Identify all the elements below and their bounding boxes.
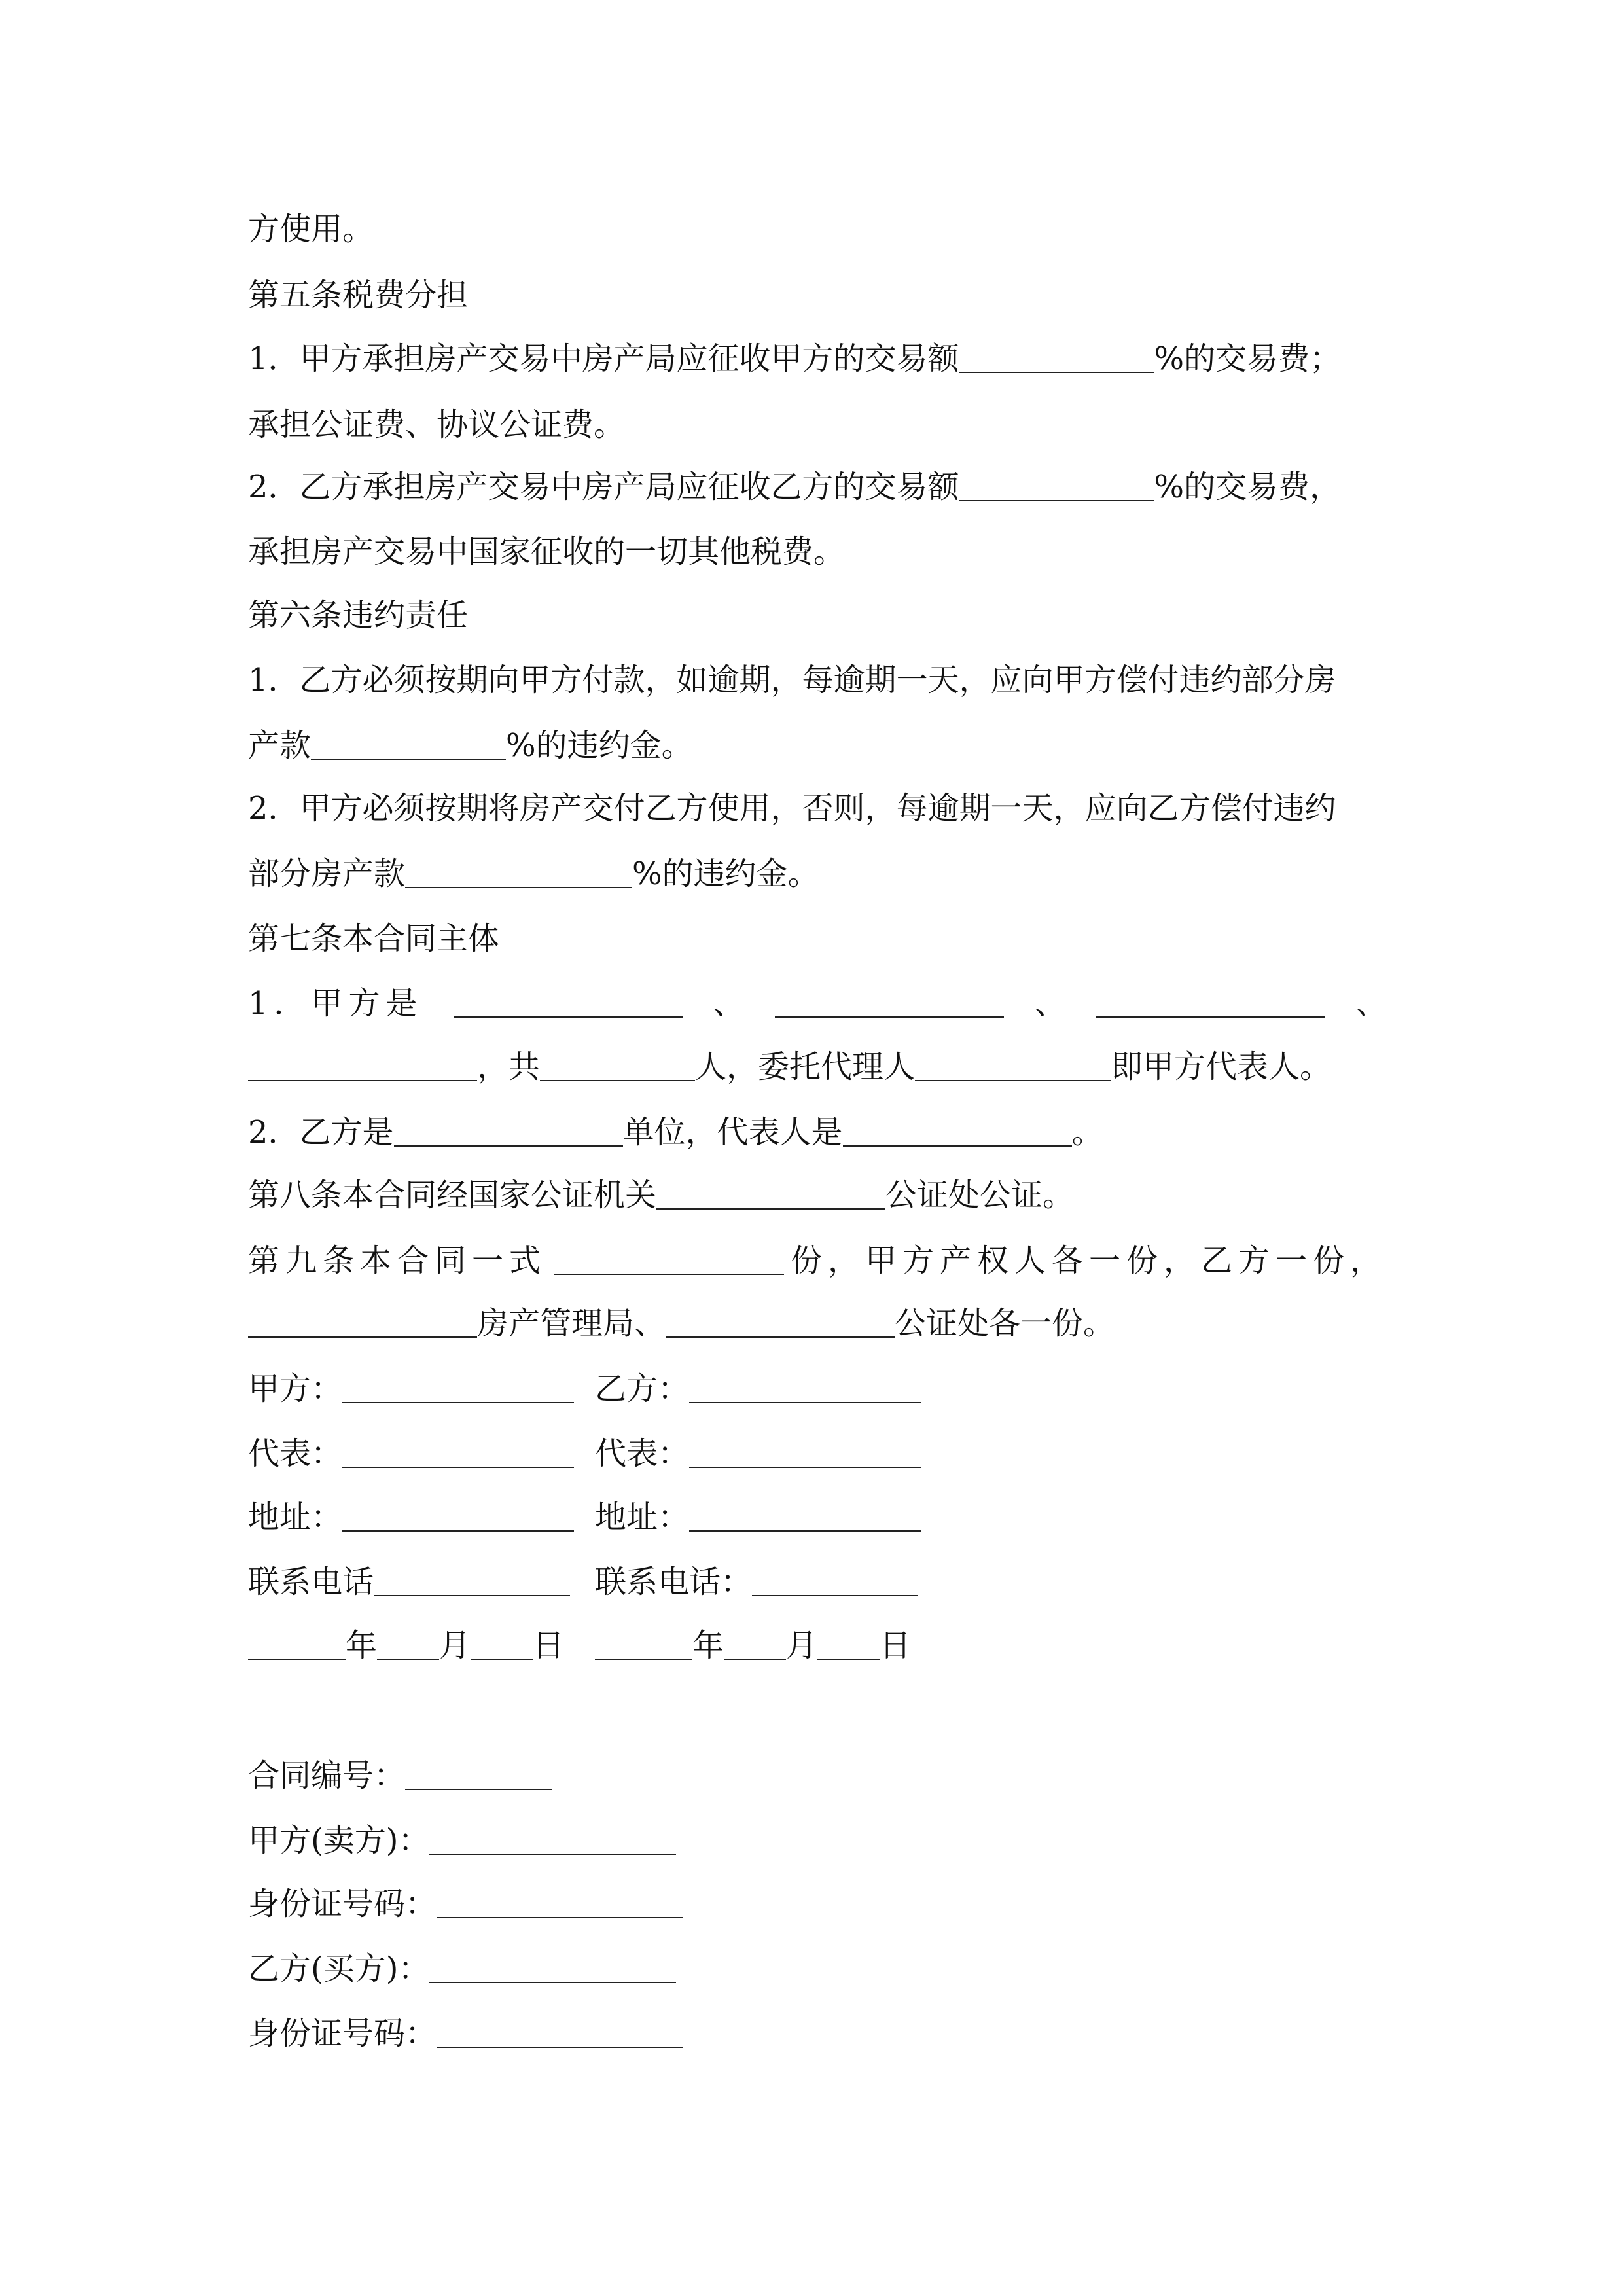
blank-field[interactable] — [689, 1373, 921, 1403]
text: 房产管理局、 — [477, 1305, 666, 1342]
text: %的违约金。 — [506, 727, 693, 764]
year-blank[interactable] — [248, 1630, 346, 1660]
label: 地址： — [248, 1499, 343, 1535]
blank-field[interactable] — [429, 1825, 676, 1855]
date-b-field — [595, 1626, 911, 1665]
label: 年 — [692, 1627, 724, 1664]
text-line — [248, 1113, 1103, 1152]
text-line — [248, 1047, 1331, 1086]
heading: 第七条本合同主体 — [248, 920, 500, 957]
label: 地址： — [595, 1499, 690, 1535]
party-b-field — [595, 1369, 921, 1408]
text: 承担公证费、协议公证费。 — [248, 406, 626, 443]
text: 第八条本合同经国家公证机关 — [248, 1177, 657, 1213]
blank-field[interactable] — [437, 2018, 683, 2048]
label: 身份证号码： — [248, 1886, 437, 1922]
label: 乙方(买方)： — [248, 1950, 430, 1987]
text: 产款 — [248, 727, 312, 764]
text: 部分房产款 — [248, 855, 406, 892]
blank-field[interactable] — [405, 858, 632, 888]
label: 年 — [346, 1627, 378, 1664]
text: 1．乙方必须按期向甲方付款，如逾期，每逾期一天，应向甲方偿付违约部分房 — [248, 662, 1336, 698]
address-b-field — [595, 1498, 921, 1537]
text-line — [248, 1241, 1387, 1280]
text: 方使用。 — [248, 211, 374, 247]
phone-a-field — [248, 1562, 570, 1602]
blank-field[interactable] — [752, 1566, 918, 1596]
label: 月 — [786, 1627, 818, 1664]
blank-field[interactable] — [342, 1438, 574, 1468]
date-a-field — [248, 1626, 564, 1665]
text-line — [248, 984, 1387, 1023]
seller-id-field — [248, 1884, 683, 1924]
day-blank[interactable] — [471, 1630, 533, 1660]
party-a-field — [248, 1369, 574, 1408]
text: 1．甲方是 — [248, 985, 423, 1022]
label: 身份证号码： — [248, 2015, 437, 2052]
section-heading-5 — [248, 276, 468, 315]
text-line — [248, 789, 1336, 828]
phone-b-field — [595, 1562, 918, 1602]
blank-field[interactable] — [689, 1438, 921, 1468]
year-blank[interactable] — [595, 1630, 692, 1660]
label: 联系电话 — [248, 1564, 374, 1600]
label: 甲方： — [248, 1371, 343, 1407]
text-line — [248, 1175, 1074, 1215]
blank-field[interactable] — [342, 1373, 574, 1403]
label: 代表： — [595, 1435, 690, 1472]
blank-field[interactable] — [405, 1760, 552, 1790]
text-line — [248, 209, 374, 249]
text: 。 — [1071, 1114, 1103, 1151]
text: 单位，代表人是 — [622, 1114, 843, 1151]
blank-field[interactable] — [437, 1888, 683, 1918]
blank-field[interactable] — [454, 988, 683, 1018]
rep-a-field — [248, 1434, 574, 1473]
text: 即甲方代表人。 — [1111, 1049, 1332, 1085]
label: 代表： — [248, 1435, 343, 1472]
blank-field[interactable] — [1096, 988, 1325, 1018]
text: 公证处公证。 — [885, 1177, 1075, 1213]
blank-field[interactable] — [429, 1953, 676, 1983]
blank-field[interactable] — [311, 730, 506, 760]
label: 月 — [439, 1627, 471, 1664]
contract-number-field — [248, 1756, 552, 1795]
label: 日 — [880, 1627, 912, 1664]
text: ，共 — [477, 1049, 541, 1085]
text: 人，委托代理人 — [695, 1049, 916, 1085]
blank-field[interactable] — [843, 1117, 1072, 1147]
label: 乙方： — [595, 1371, 690, 1407]
text: 、 — [1355, 985, 1387, 1022]
text: %的交易费， — [1154, 469, 1342, 505]
seller-field — [248, 1821, 676, 1860]
blank-field[interactable] — [394, 1117, 623, 1147]
text: 2．乙方承担房产交易中房产局应征收乙方的交易额 — [248, 469, 959, 505]
text: 2．乙方是 — [248, 1114, 394, 1151]
section-heading-7 — [248, 919, 499, 958]
text: 、 — [1034, 985, 1066, 1022]
blank-field[interactable] — [915, 1051, 1111, 1081]
address-a-field — [248, 1498, 574, 1537]
text-line — [248, 660, 1336, 700]
rep-b-field — [595, 1434, 921, 1473]
heading: 第五条税费分担 — [248, 277, 469, 314]
text-line — [248, 854, 819, 893]
blank-field[interactable] — [959, 343, 1154, 373]
blank-field[interactable] — [656, 1179, 885, 1210]
heading: 第六条违约责任 — [248, 597, 469, 634]
label: 联系电话： — [595, 1564, 753, 1600]
day-blank[interactable] — [817, 1630, 880, 1660]
blank-field[interactable] — [775, 988, 1004, 1018]
text: %的交易费； — [1154, 340, 1342, 377]
blank-field[interactable] — [959, 471, 1154, 501]
text: 、 — [713, 985, 745, 1022]
text: 1．甲方承担房产交易中房产局应征收甲方的交易额 — [248, 340, 959, 377]
section-heading-6 — [248, 596, 468, 635]
label: 日 — [533, 1627, 565, 1664]
month-blank[interactable] — [377, 1630, 439, 1660]
month-blank[interactable] — [724, 1630, 786, 1660]
text-line — [248, 467, 1341, 507]
text-line — [248, 726, 693, 765]
text-line — [248, 532, 845, 571]
blank-field[interactable] — [248, 1308, 477, 1338]
buyer-field — [248, 1949, 676, 1988]
blank-field[interactable] — [689, 1501, 921, 1532]
blank-field[interactable] — [554, 1245, 784, 1275]
blank-field[interactable] — [374, 1566, 570, 1596]
label: 合同编号： — [248, 1757, 406, 1794]
blank-field[interactable] — [540, 1051, 695, 1081]
buyer-id-field — [248, 2014, 683, 2053]
label: 甲方(卖方)： — [248, 1822, 430, 1859]
text: 份，甲方产权人各一份，乙方一份， — [790, 1242, 1387, 1279]
blank-field[interactable] — [248, 1051, 477, 1081]
text-line — [248, 1304, 1115, 1343]
text: 公证处各一份。 — [895, 1305, 1115, 1342]
text: 承担房产交易中国家征收的一切其他税费。 — [248, 533, 846, 570]
text: 第九条本合同一式 — [248, 1242, 547, 1279]
text-line — [248, 405, 625, 444]
text: %的违约金。 — [632, 855, 819, 892]
blank-field[interactable] — [666, 1308, 895, 1338]
text: 2．甲方必须按期将房产交付乙方使用，否则，每逾期一天，应向乙方偿付违约 — [248, 790, 1336, 827]
text-line — [248, 339, 1341, 378]
blank-field[interactable] — [342, 1501, 574, 1532]
